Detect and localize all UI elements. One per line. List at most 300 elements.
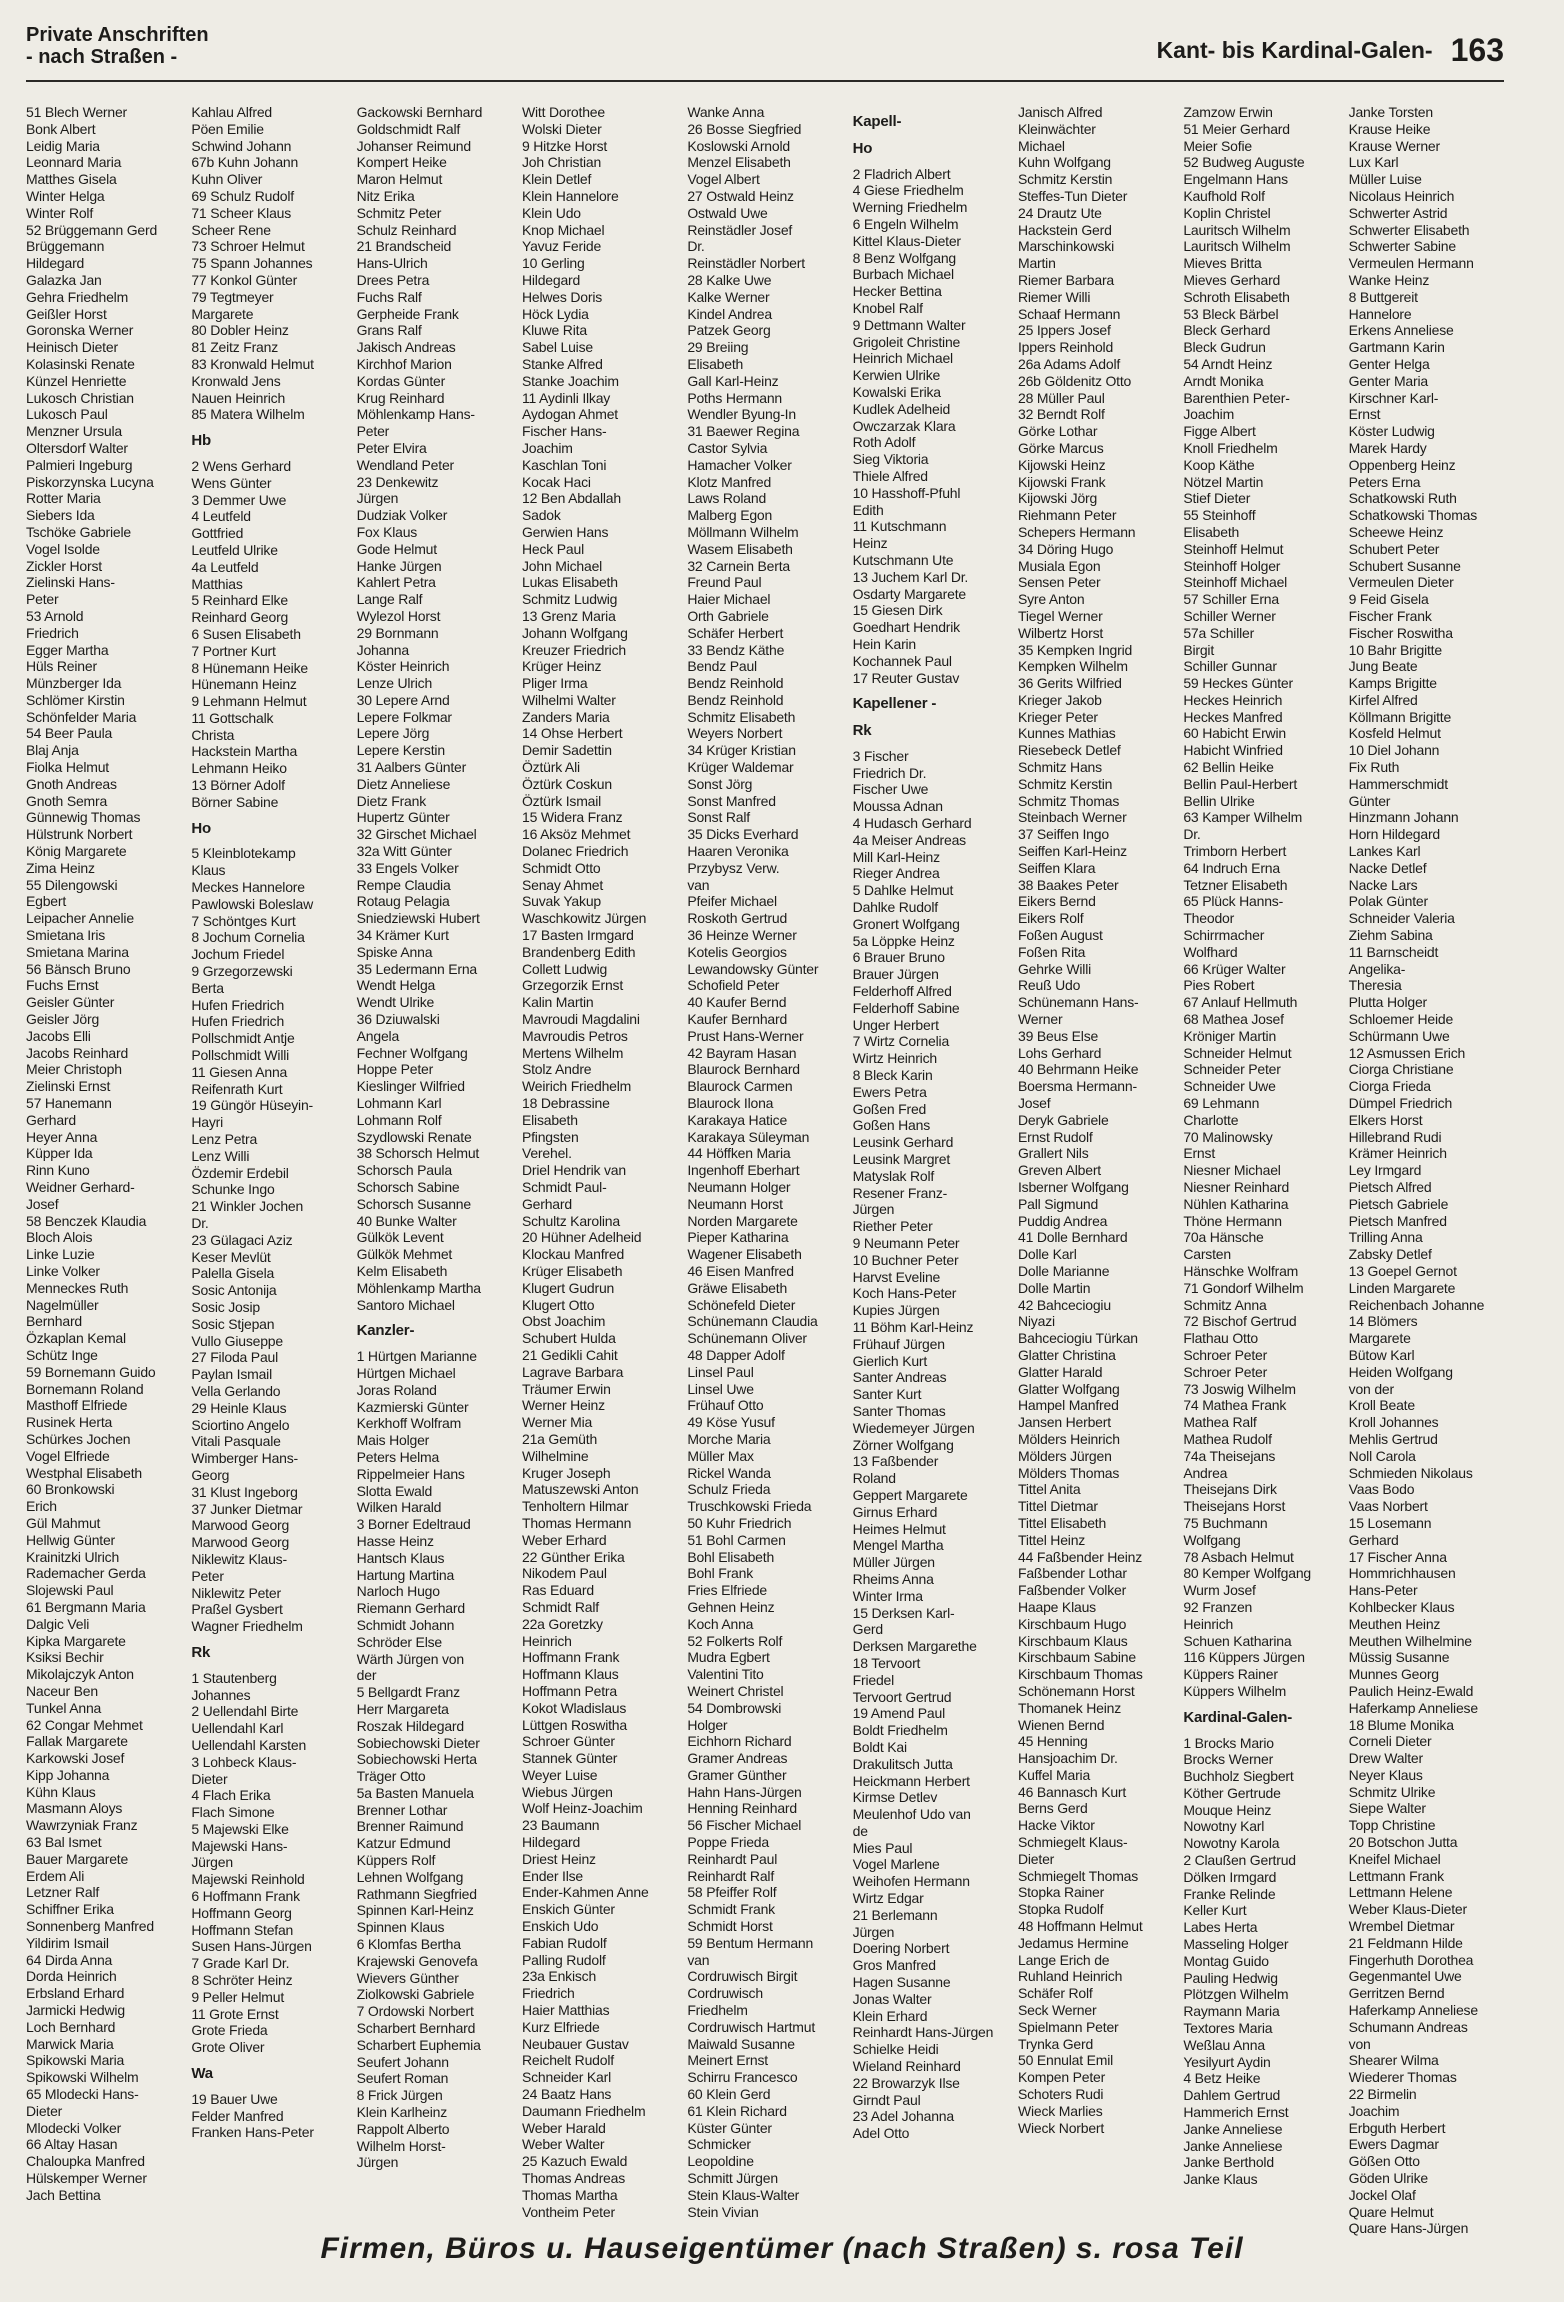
directory-entry: 50 Ennulat Emil: [1017, 2052, 1114, 2069]
directory-entry: Schmitz Anna: [1183, 1296, 1267, 1313]
directory-entry: Hoffmann Klaus: [521, 1666, 619, 1683]
directory-entry: 6 Klomfas Bertha: [356, 1936, 461, 1953]
directory-entry: Janke Berthold: [1183, 2154, 1274, 2171]
directory-entry: Orth Gabriele: [687, 607, 769, 624]
directory-entry: Jürgen: [356, 2154, 399, 2171]
directory-entry: Meuthen Wilhelmine: [1348, 1632, 1472, 1649]
directory-entry: 64 Indruch Erna: [1183, 859, 1280, 876]
directory-entry: Krajewski Genovefa: [356, 1952, 478, 1969]
directory-entry: Scharbert Bernhard: [356, 2020, 476, 2037]
directory-entry: Reinhardt Ralf: [687, 1867, 775, 1884]
directory-entry: Senay Ahmet: [521, 876, 604, 893]
directory-entry: 17 Fischer Anna: [1348, 1548, 1447, 1565]
directory-entry: Hagen Susanne: [852, 1974, 951, 1991]
directory-entry: 22 Birmelin: [1348, 2086, 1417, 2103]
directory-entry: 3 Fischer: [852, 747, 909, 764]
directory-entry: Ziolkowski Gabriele: [356, 1986, 475, 2003]
directory-entry: Trimborn Herbert: [1183, 843, 1287, 860]
directory-entry: Schorsch Paula: [356, 1162, 452, 1179]
directory-entry: Mavroudi Magdalini: [521, 1011, 640, 1028]
directory-entry: Thomas Hermann: [521, 1514, 632, 1531]
directory-entry: Kaufhold Rolf: [1183, 187, 1265, 204]
directory-entry: Kronwald Jens: [191, 372, 281, 389]
directory-entry: Wanke Anna: [687, 104, 765, 120]
directory-entry: Joras Roland: [356, 1381, 437, 1398]
directory-entry: Theresia: [1348, 977, 1402, 994]
directory-entry: Heickmann Herbert: [852, 1772, 970, 1789]
directory-entry: 29 Bornmann: [356, 624, 439, 641]
directory-entry: 17 Basten Irmgard: [521, 927, 634, 944]
directory-entry: Blaurock Ilona: [687, 1095, 774, 1112]
directory-entry: Seck Werner: [1017, 2002, 1097, 2019]
directory-entry: Schloemer Heide: [1348, 1011, 1454, 1028]
directory-entry: Wieck Norbert: [1017, 2119, 1105, 2136]
directory-entry: Leopoldine: [687, 2153, 754, 2170]
directory-entry: Vogel Isolde: [26, 540, 100, 557]
directory-entry: Greven Albert: [1017, 1162, 1101, 1179]
directory-entry: Ernst Rudolf: [1017, 1128, 1093, 1145]
directory-entry: 15 Derksen Karl-: [852, 1604, 955, 1621]
directory-entry: Girnus Erhard: [852, 1503, 938, 1520]
directory-entry: Ender-Kahmen Anne: [521, 1884, 649, 1901]
directory-entry: 41 Dolle Bernhard: [1017, 1229, 1128, 1246]
header-rule: [26, 80, 1504, 82]
directory-entry: Yildirim Ismail: [26, 1934, 109, 1951]
directory-entry: Vaas Norbert: [1348, 1498, 1428, 1515]
directory-entry: Schäfer Herbert: [687, 624, 784, 641]
directory-entry: Janke Torsten: [1348, 104, 1433, 120]
directory-entry: Lange Erich de: [1017, 1951, 1110, 1968]
directory-entry: Hoffmann Stefan: [191, 1921, 294, 1938]
directory-entry: 8 Buttgereit: [1348, 288, 1418, 305]
directory-entry: Franken Hans-Peter: [191, 2124, 314, 2141]
directory-entry: 58 Pfeiffer Rolf: [687, 1884, 777, 1901]
directory-entry: Hülstrunk Norbert: [26, 826, 133, 843]
directory-entry: Wawrzyniak Franz: [26, 1817, 138, 1834]
directory-entry: Linden Margarete: [1348, 1279, 1456, 1296]
directory-entry: Schwerter Astrid: [1348, 204, 1448, 221]
directory-entry: Owczarzak Klara: [852, 417, 956, 434]
directory-entry: Harvst Eveline: [852, 1268, 941, 1285]
directory-entry: Seiffen Karl-Heinz: [1017, 843, 1127, 860]
directory-entry: Nicolaus Heinrich: [1348, 187, 1455, 204]
directory-entry: Rinn Kuno: [26, 1162, 90, 1179]
directory-entry: Schwind Johann: [191, 137, 292, 154]
directory-entry: Wienen Bernd: [1017, 1716, 1105, 1733]
directory-entry: Bauer Margarete: [26, 1850, 129, 1867]
street-heading: Kardinal-Galen-: [1183, 1708, 1293, 1726]
street-heading: Ho: [852, 139, 873, 157]
directory-entry: 66 Krüger Walter: [1183, 960, 1286, 977]
directory-entry: Bleck Gerhard: [1183, 322, 1271, 339]
directory-entry: Figge Albert: [1183, 423, 1256, 440]
directory-entry: Naceur Ben: [26, 1682, 98, 1699]
directory-entry: 4 Flach Erika: [191, 1787, 271, 1804]
directory-entry: Weinert Christel: [687, 1682, 784, 1699]
directory-entry: Schroer Günter: [521, 1733, 615, 1750]
directory-entry: Glatter Harald: [1017, 1363, 1103, 1380]
directory-entry: Enskich Günter: [521, 1901, 615, 1918]
directory-entry: Lehmann Heiko: [191, 760, 287, 777]
directory-entry: Wieck Marlies: [1017, 2102, 1103, 2119]
directory-entry: 32 Carnein Berta: [687, 557, 790, 574]
directory-entry: 52 Folkerts Rolf: [687, 1632, 783, 1649]
directory-entry: 18 Debrassine: [521, 1095, 610, 1112]
directory-entry: Vontheim Peter: [521, 2203, 615, 2220]
directory-entry: Dudziak Volker: [356, 507, 448, 524]
directory-entry: Topp Christine: [1348, 1817, 1436, 1834]
directory-entry: Zima Heinz: [26, 859, 95, 876]
directory-entry: Flathau Otto: [1183, 1330, 1258, 1347]
directory-entry: Kirschbaum Hugo: [1017, 1615, 1127, 1632]
directory-entry: Ciorga Frieda: [1348, 1078, 1431, 1095]
directory-entry: Brauer Jürgen: [852, 966, 939, 983]
directory-entry: Hufen Friedrich: [191, 1013, 285, 1030]
directory-entry: Resener Franz-: [852, 1184, 948, 1201]
directory-entry: Janke Klaus: [1183, 2171, 1258, 2188]
directory-entry: 19 Güngör Hüseyin-: [191, 1097, 314, 1114]
directory-entry: Kompen Peter: [1017, 2069, 1106, 2086]
directory-entry: Özdemir Erdebil: [191, 1164, 289, 1181]
directory-entry: 8 Benz Wolfgang: [852, 249, 957, 266]
directory-entry: 74a Theisejans: [1183, 1447, 1276, 1464]
directory-entry: Gerhard: [1348, 1531, 1399, 1548]
directory-entry: Kirchhof Marion: [356, 355, 452, 372]
directory-entry: 32 Berndt Rolf: [1017, 406, 1105, 423]
directory-entry: Glatter Christina: [1017, 1346, 1116, 1363]
directory-entry: 57 Schiller Erna: [1183, 591, 1279, 608]
directory-entry: Fallak Margarete: [26, 1733, 128, 1750]
directory-entry: 19 Bauer Uwe: [191, 2090, 278, 2107]
directory-entry: Paulich Heinz-Ewald: [1348, 1682, 1474, 1699]
directory-entry: Heimes Helmut: [852, 1520, 946, 1537]
directory-entry: Derksen Margarethe: [852, 1638, 977, 1655]
directory-entry: 21 Brandscheid: [356, 238, 452, 255]
directory-entry: Mudra Egbert: [687, 1649, 770, 1666]
directory-entry: Schmitz Elisabeth: [687, 708, 796, 725]
directory-entry: de: [852, 1822, 868, 1839]
directory-entry: Burbach Michael: [852, 266, 954, 283]
directory-entry: Schmidt Johann: [356, 1616, 455, 1633]
directory-entry: Fries Elfriede: [687, 1582, 767, 1599]
directory-entry: Ras Eduard: [521, 1582, 594, 1599]
directory-entry: Werner Mia: [521, 1414, 593, 1431]
directory-entry: Praßel Gysbert: [191, 1601, 283, 1618]
directory-entry: Fischer Frank: [1348, 607, 1432, 624]
directory-entry: 6 Susen Elisabeth: [191, 625, 301, 642]
directory-entry: Chaloupka Manfred: [26, 2153, 145, 2170]
directory-entry: Verehel.: [521, 1145, 572, 1162]
directory-entry: Sieg Viktoria: [852, 451, 929, 468]
directory-entry: Jacobs Reinhard: [26, 1044, 129, 1061]
directory-entry: Tittel Elisabeth: [1017, 1514, 1107, 1531]
directory-entry: 22a Goretzky: [521, 1615, 603, 1632]
directory-entry: Foßen Rita: [1017, 943, 1086, 960]
directory-entry: Meuthen Heinz: [1348, 1615, 1441, 1632]
directory-entry: 73 Schroer Helmut: [191, 238, 305, 255]
directory-entry: Bohl Frank: [687, 1565, 754, 1582]
directory-entry: 11 Aydinli Ilkay: [521, 389, 611, 406]
directory-entry: von der: [1348, 1380, 1394, 1397]
directory-entry: 7 Portner Kurt: [191, 642, 276, 659]
directory-entry: 24 Baatz Hans: [521, 2086, 612, 2103]
directory-entry: Wolfgang: [1183, 1531, 1241, 1548]
directory-entry: Weber Erhard: [521, 1531, 607, 1548]
directory-entry: 13 Goepel Gernot: [1348, 1262, 1457, 1279]
directory-entry: Hansjoachim Dr.: [1017, 1750, 1118, 1767]
directory-entry: Pöen Emilie: [191, 120, 264, 137]
directory-entry: Pauling Hedwig: [1183, 1969, 1278, 1986]
directory-entry: Horn Hildegard: [1348, 826, 1441, 843]
directory-entry: Kirschbaum Sabine: [1017, 1649, 1136, 1666]
directory-entry: 11 Barnscheidt: [1348, 943, 1439, 960]
directory-entry: Doering Norbert: [852, 1940, 950, 1957]
directory-entry: Steffes-Tun Dieter: [1017, 187, 1128, 204]
directory-entry: Angelika-: [1348, 960, 1406, 977]
directory-entry: Wievers Günther: [356, 1969, 459, 1986]
directory-entry: Steinhoff Michael: [1183, 574, 1288, 591]
directory-entry: 5 Bellgardt Franz: [356, 1684, 460, 1701]
directory-entry: Drees Petra: [356, 271, 430, 288]
directory-entry: Tschöke Gabriele: [26, 523, 131, 540]
directory-entry: Lettmann Helene: [1348, 1884, 1453, 1901]
directory-entry: Roth Adolf: [852, 434, 916, 451]
directory-entry: Holger: [687, 1716, 728, 1733]
directory-entry: Stanke Alfred: [521, 355, 603, 372]
directory-entry: Kotelis Georgios: [687, 943, 787, 960]
directory-entry: Mies Paul: [852, 1839, 913, 1856]
directory-entry: Dietz Anneliese: [356, 775, 451, 792]
directory-entry: Kijowski Heinz: [1017, 456, 1106, 473]
directory-entry: Winter Helga: [26, 187, 105, 204]
directory-entry: Santer Andreas: [852, 1369, 947, 1386]
directory-column: [191, 104, 346, 2237]
directory-entry: Erbsland Erhard: [26, 1985, 125, 2002]
directory-entry: 36 Gerits Wilfried: [1017, 675, 1122, 692]
directory-entry: 39 Beus Else: [1017, 1027, 1099, 1044]
directory-entry: Haier Matthias: [521, 2002, 610, 2019]
directory-entry: Elkers Horst: [1348, 1111, 1423, 1128]
directory-entry: Hammerich Ernst: [1183, 2104, 1289, 2121]
directory-entry: van: [687, 876, 710, 893]
directory-entry: Günter: [1348, 792, 1391, 809]
directory-entry: Kudlek Adelheid: [852, 400, 951, 417]
directory-entry: Jansen Herbert: [1017, 1414, 1111, 1431]
directory-entry: Maiwald Susanne: [687, 2035, 795, 2052]
directory-entry: Nagelmüller: [26, 1296, 99, 1313]
directory-entry: Gößen Otto: [1348, 2153, 1420, 2170]
directory-column: [1018, 104, 1173, 2237]
directory-entry: 21 Gedikli Cahit: [521, 1346, 618, 1363]
directory-entry: Träger Otto: [356, 1768, 426, 1785]
directory-entry: 68 Mathea Josef: [1183, 1011, 1284, 1028]
directory-entry: Küpper Ida: [26, 1145, 93, 1162]
directory-entry: Özkaplan Kemal: [26, 1330, 126, 1347]
directory-entry: Thomas Martha: [521, 2186, 618, 2203]
directory-entry: Gall Karl-Heinz: [687, 372, 779, 389]
directory-entry: Hoffmann Frank: [521, 1649, 620, 1666]
directory-entry: 80 Dobler Heinz: [191, 322, 289, 339]
directory-entry: 8 Jochum Cornelia: [191, 929, 305, 946]
directory-entry: Ziehm Sabina: [1348, 927, 1433, 944]
directory-entry: Gehrke Willi: [1017, 960, 1092, 977]
directory-entry: Köther Gertrude: [1183, 1784, 1281, 1801]
directory-entry: Schlömer Kirstin: [26, 691, 125, 708]
directory-entry: Gronert Wolfgang: [852, 915, 960, 932]
directory-entry: 70a Hänsche: [1183, 1229, 1264, 1246]
directory-entry: 66 Altay Hasan: [26, 2136, 118, 2153]
directory-entry: Elisabeth: [1183, 523, 1240, 540]
directory-entry: Weirich Friedhelm: [521, 1078, 632, 1095]
directory-entry: Pfingsten: [521, 1128, 579, 1145]
directory-entry: 81 Zeitz Franz: [191, 339, 279, 356]
directory-entry: Hünemann Heinz: [191, 676, 297, 693]
directory-entry: Lettmann Frank: [1348, 1867, 1444, 1884]
directory-entry: Polak Günter: [1348, 893, 1428, 910]
directory-entry: Nowotny Karl: [1183, 1818, 1265, 1835]
directory-entry: Carsten: [1183, 1246, 1231, 1263]
directory-entry: Katzur Edmund: [356, 1835, 451, 1852]
directory-entry: Küppers Wilhelm: [1183, 1682, 1287, 1699]
directory-entry: Rappolt Alberto: [356, 2120, 450, 2137]
directory-entry: Dahlem Gertrud: [1183, 2087, 1281, 2104]
directory-entry: 51 Bohl Carmen: [687, 1531, 786, 1548]
directory-entry: 13 Faßbender: [852, 1453, 939, 1470]
directory-entry: 51 Blech Werner: [26, 104, 128, 120]
directory-entry: Münzberger Ida: [26, 675, 122, 692]
directory-entry: Boersma Hermann-: [1017, 1078, 1137, 1095]
directory-columns: [26, 104, 1504, 2237]
directory-entry: 32 Girschet Michael: [356, 826, 477, 843]
directory-entry: Josef: [1017, 1095, 1051, 1112]
directory-entry: Gerpheide Frank: [356, 305, 459, 322]
directory-entry: Thomanek Heinz: [1017, 1699, 1122, 1716]
directory-entry: Fuchs Ralf: [356, 288, 422, 305]
directory-entry: Fischer Hans-: [521, 423, 607, 440]
directory-entry: Riemer Willi: [1017, 288, 1091, 305]
directory-entry: 59 Bornemann Guido: [26, 1363, 156, 1380]
directory-entry: Wiedemeyer Jürgen: [852, 1419, 975, 1436]
directory-entry: Ley Irmgard: [1348, 1162, 1422, 1179]
directory-entry: Krüger Elisabeth: [521, 1262, 623, 1279]
directory-entry: 42 Bayram Hasan: [687, 1044, 797, 1061]
directory-entry: Aydogan Ahmet: [521, 406, 618, 423]
directory-entry: Poppe Frieda: [687, 1834, 769, 1851]
directory-entry: Leusink Margret: [852, 1151, 951, 1168]
directory-entry: Puddig Andrea: [1017, 1212, 1108, 1229]
directory-entry: Rademacher Gerda: [26, 1565, 146, 1582]
directory-entry: Krause Werner: [1348, 137, 1440, 154]
directory-entry: Werner Heinz: [521, 1397, 605, 1414]
directory-entry: Truschkowski Frieda: [687, 1498, 812, 1515]
directory-entry: Lenze Ulrich: [356, 675, 433, 692]
directory-entry: 53 Arnold: [26, 607, 84, 624]
directory-entry: Klein Erhard: [852, 2007, 928, 2024]
directory-entry: Pieper Katharina: [687, 1229, 789, 1246]
directory-entry: Neubauer Gustav: [521, 2035, 629, 2052]
directory-entry: 11 Grote Ernst: [191, 2005, 279, 2022]
directory-entry: Roland: [852, 1470, 896, 1487]
directory-entry: Blaurock Bernhard: [687, 1061, 800, 1078]
directory-entry: Roszak Hildegard: [356, 1717, 464, 1734]
directory-entry: Sosic Antonija: [191, 1282, 277, 1299]
directory-entry: Fingerhuth Dorothea: [1348, 1951, 1474, 1968]
directory-entry: Joachim: [521, 439, 573, 456]
directory-entry: Edith: [852, 501, 884, 518]
directory-entry: Gnoth Semra: [26, 792, 108, 809]
directory-entry: Lepere Folkmar: [356, 708, 452, 725]
directory-entry: Mouque Heinz: [1183, 1801, 1272, 1818]
directory-entry: Morche Maria: [687, 1430, 771, 1447]
directory-entry: Kluwe Rita: [521, 322, 587, 339]
directory-entry: Dolle Karl: [1017, 1246, 1077, 1263]
directory-entry: 4a Leutfeld: [191, 558, 259, 575]
directory-entry: Weidner Gerhard-: [26, 1179, 135, 1195]
directory-entry: Fabian Rudolf: [521, 1934, 607, 1951]
directory-entry: Zickler Horst: [26, 557, 102, 574]
directory-entry: Mathea Ralf: [1183, 1414, 1257, 1431]
directory-entry: Wärth Jürgen von: [356, 1650, 464, 1667]
directory-entry: Dolle Marianne: [1017, 1262, 1110, 1279]
directory-entry: Thöne Hermann: [1183, 1212, 1282, 1229]
directory-entry: 48 Hoffmann Helmut: [1017, 1918, 1143, 1935]
directory-entry: Wendt Helga: [356, 977, 436, 994]
directory-entry: 26b Göldenitz Otto: [1017, 372, 1132, 389]
directory-entry: Niesner Reinhard: [1183, 1179, 1290, 1195]
directory-entry: Susen Hans-Jürgen: [191, 1938, 312, 1955]
directory-entry: Hamacher Volker: [687, 456, 792, 473]
directory-entry: Reichenbach Johanne: [1348, 1296, 1485, 1313]
directory-entry: Malberg Egon: [687, 507, 773, 524]
directory-column: [853, 104, 1008, 2237]
directory-entry: Schorsch Sabine: [356, 1179, 460, 1195]
directory-entry: Reinhardt Paul: [687, 1850, 778, 1867]
directory-entry: Krieger Peter: [1017, 708, 1098, 725]
directory-entry: Enskich Udo: [521, 1918, 599, 1935]
directory-entry: 16 Aksöz Mehmet: [521, 826, 631, 843]
directory-entry: Cordruwisch: [687, 1985, 763, 2002]
directory-entry: 24 Drautz Ute: [1017, 204, 1102, 221]
directory-entry: Smietana Marina: [26, 943, 129, 960]
directory-entry: Schultz Karolina: [521, 1212, 620, 1229]
directory-entry: 1 Brocks Mario: [1183, 1734, 1274, 1751]
directory-entry: 62 Bellin Heike: [1183, 759, 1274, 776]
directory-entry: Klugert Gudrun: [521, 1279, 615, 1296]
directory-entry: Hannelore: [1348, 305, 1412, 322]
directory-entry: 17 Reuter Gustav: [852, 669, 960, 686]
directory-entry: Nühlen Katharina: [1183, 1195, 1289, 1212]
directory-entry: Klugert Otto: [521, 1296, 595, 1313]
directory-entry: Dr.: [1183, 826, 1201, 843]
directory-entry: Goßen Hans: [852, 1117, 931, 1134]
directory-entry: Menzner Ursula: [26, 423, 123, 440]
directory-entry: Kazmierski Günter: [356, 1398, 469, 1415]
directory-entry: Dietz Frank: [356, 792, 427, 809]
directory-entry: Blaurock Carmen: [687, 1078, 793, 1095]
directory-entry: 9 Grzegorzewski: [191, 963, 293, 980]
directory-entry: Ksiksi Bechir: [26, 1649, 104, 1666]
directory-entry: Zielinski Hans-: [26, 574, 115, 591]
directory-entry: Kruger Joseph: [521, 1464, 611, 1481]
directory-entry: Kipp Johanna: [26, 1766, 110, 1783]
directory-entry: Pietsch Gabriele: [1348, 1195, 1449, 1212]
directory-entry: Buchholz Siegbert: [1183, 1768, 1294, 1785]
directory-entry: Wimberger Hans-: [191, 1450, 299, 1467]
directory-entry: Spielmann Peter: [1017, 2018, 1119, 2035]
directory-entry: Martin: [1017, 255, 1056, 272]
directory-entry: Dalgic Veli: [26, 1615, 90, 1632]
directory-entry: 36 Heinze Werner: [687, 927, 797, 944]
